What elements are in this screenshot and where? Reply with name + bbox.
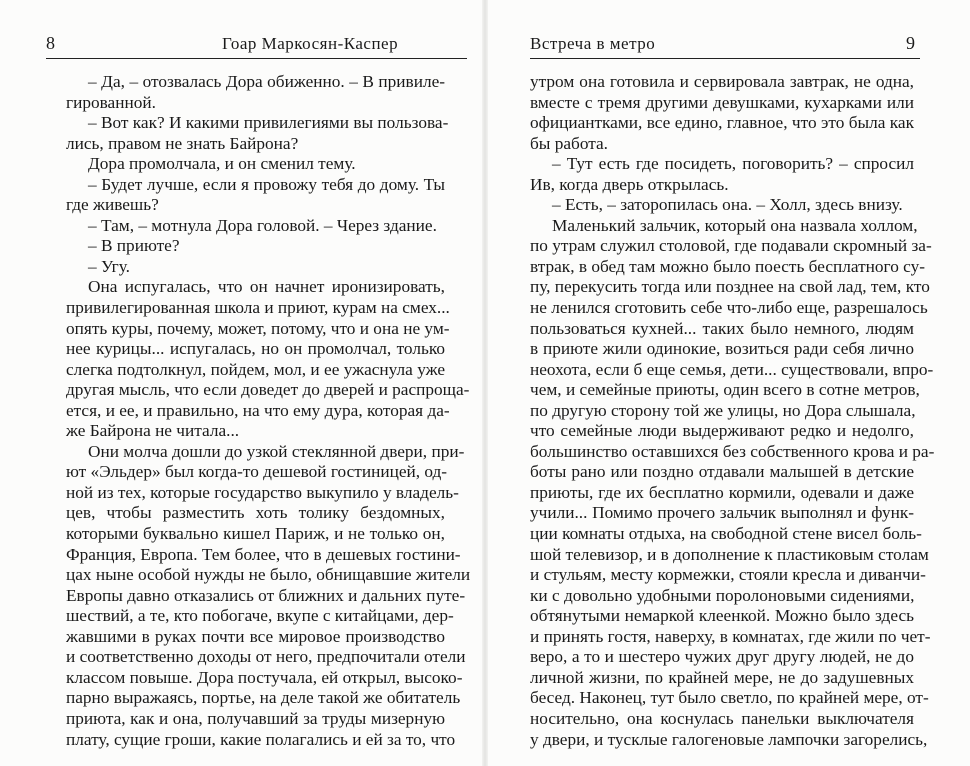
text-line: плату, сущие гроши, какие полагались и ей за то, что [66,729,456,749]
text-line: цах ныне особой нужды не было, обнищавшие жители [66,565,471,585]
left-page-text [66,72,471,750]
text-line: Ив, когда дверь открылась. [530,174,729,194]
text-line: личной жизни, по крайней мере, не до задушевных [530,667,914,687]
text-line: – Да, – отозвалась Дора обиженно. – В привиле- [88,72,445,91]
text-line: Дора промолчала, и он сменил тему. [88,154,356,174]
header-rule-right [530,58,920,59]
text-line: гированной. [66,92,156,112]
text-line: слегка подтолкнул, пойдем, мол, и ее ужаснула уже [66,359,445,379]
text-line: Она испугалась, что он начнет иронизировать, [88,277,445,297]
text-line: не ленился сготовить себе что-либо еще, разрешалось [530,298,928,318]
text-line: бесед. Наконец, тут было светло, по крайней мере, от- [530,688,929,708]
text-line: пу, перекусить тогда или позднее на свой лад, тем, кто [530,277,930,297]
text-line: большинство оставшихся без собственного крова и ра- [530,441,935,461]
text-line: утром она готовила и сервировала завтрак, не одна, [530,72,914,91]
text-line: другая мысль, что если доведет до дверей и распроща- [66,380,470,400]
text-line: ции комнаты отдыха, на свободной стене висел боль- [530,524,922,544]
text-line: приюты, где их бесплатно кормили, одевали и даже [530,482,914,502]
left-page [0,0,482,766]
text-line: Европы давно отказались от ближних и дальних путе- [66,585,466,605]
text-line: бы работа. [530,133,608,153]
text-line: классом повыше. Дора постучала, ей открыл, высоко- [66,667,463,687]
text-line: ется, и ее, и правильно, на что ему дура, которая да- [66,400,450,420]
text-line: шой телевизор, и в дополнение к пластиковым столам [530,544,929,564]
header-rule-left [46,58,467,59]
text-line: – Там, – мотнула Дора головой. – Через здание. [88,215,437,235]
text-line: носительно, она коснулась панельки выключателя [530,708,914,728]
text-line: и принять гостя, наверху, в комнатах, где жили по чет- [530,626,931,646]
text-line: пользоваться кухней... таких было немного, людям [530,318,914,338]
text-line: – В приюте? [88,236,180,256]
text-line: втрак, в обед там можно было поесть бесплатного су- [530,256,926,276]
page-number-right: 9 [906,33,915,53]
text-line: и стульям, месту кормежки, стояли кресла и диванчи- [530,565,926,585]
text-line: официантками, все едино, главное, что это была как [530,113,914,133]
text-line: лись, правом не знать Байрона? [66,133,299,153]
text-line: в приюте жили одинокие, возиться ради себя лично [530,339,914,359]
text-line: привилегированная школа и приют, курам на смех... [66,298,450,318]
text-line: приюта, как и она, получавший за труды мизерную [66,708,445,728]
text-line: ют «Эльдер» был когда-то дешевой гостиницей, од- [66,462,448,482]
text-line: чем, и семейные приюты, один всего в сотне метров, [530,380,920,400]
text-line: Маленький зальчик, который она назвала холлом, [552,215,918,235]
text-line: парно выражаясь, портье, на деле такой же обитатель [66,688,461,708]
text-line: Франция, Европа. Тем более, что в дешевых гостини- [66,544,461,564]
text-line: по другую сторону той же улицы, но Дора слышала, [530,400,916,420]
text-line: жавшими в руках почти все мировое производство [66,626,445,646]
text-line: что семейные люди выдерживают редко и недолго, [530,421,914,441]
text-line: шествий, а те, кто побогаче, вкупе с китайцами, дер- [66,606,454,626]
text-line: ной из тех, которые государство выкупило у владель- [66,482,459,502]
text-line: неохота, если б еще семья, дети... существовали, впро- [530,359,934,379]
text-line: боты рано или поздно отдавали малышей в детские [530,462,914,482]
running-head-right: Встреча в метро [530,34,656,53]
text-line: нее курицы... испугалась, но он промолчал, только [66,339,445,359]
text-line: которыми буквально кишел Париж, и не только он, [66,524,445,544]
right-page [488,0,970,766]
text-line: веро, а то и шестеро чужих друг другу людей, не до [530,647,914,667]
text-line: опять куры, почему, может, потому, что и она не ум- [66,318,450,338]
text-line: – Угу. [88,256,130,276]
text-line: вместе с тремя другими девушками, кухарками или [530,92,914,112]
text-line: – Вот как? И какими привилегиями вы пользова- [88,113,449,133]
text-line: где живешь? [66,195,159,215]
text-line: – Тут есть где посидеть, поговорить? – спросил [552,154,914,174]
text-line: – Есть, – заторопилась она. – Холл, здесь внизу. [552,195,903,215]
text-line: цев, чтобы разместить хоть толику бездомных, [66,503,445,523]
text-line: учили... Помимо прочего зальчик выполнял и функ- [530,503,914,523]
text-line: у двери, и тусклые галогеновые лампочки загорелись, [530,729,928,749]
text-line: и соответственно доходы от него, предпочитали отели [66,647,466,667]
text-line: обтянутыми немаркой клеенкой. Можно было здесь [530,606,914,626]
right-page-text [530,72,935,750]
text-line: – Будет лучше, если я провожу тебя до дому. Ты [88,174,445,194]
text-line: Они молча дошли до узкой стеклянной двери, при- [88,441,465,461]
page-number-left: 8 [46,33,55,53]
running-head-left: Гоар Маркосян-Каспер [222,34,399,53]
text-line: по утрам служил столовой, где подавали скромный за- [530,236,932,256]
text-line: же Байрона не читала... [66,421,240,441]
text-line: ки с довольно удобными поролоновыми сидениями, [530,585,915,605]
